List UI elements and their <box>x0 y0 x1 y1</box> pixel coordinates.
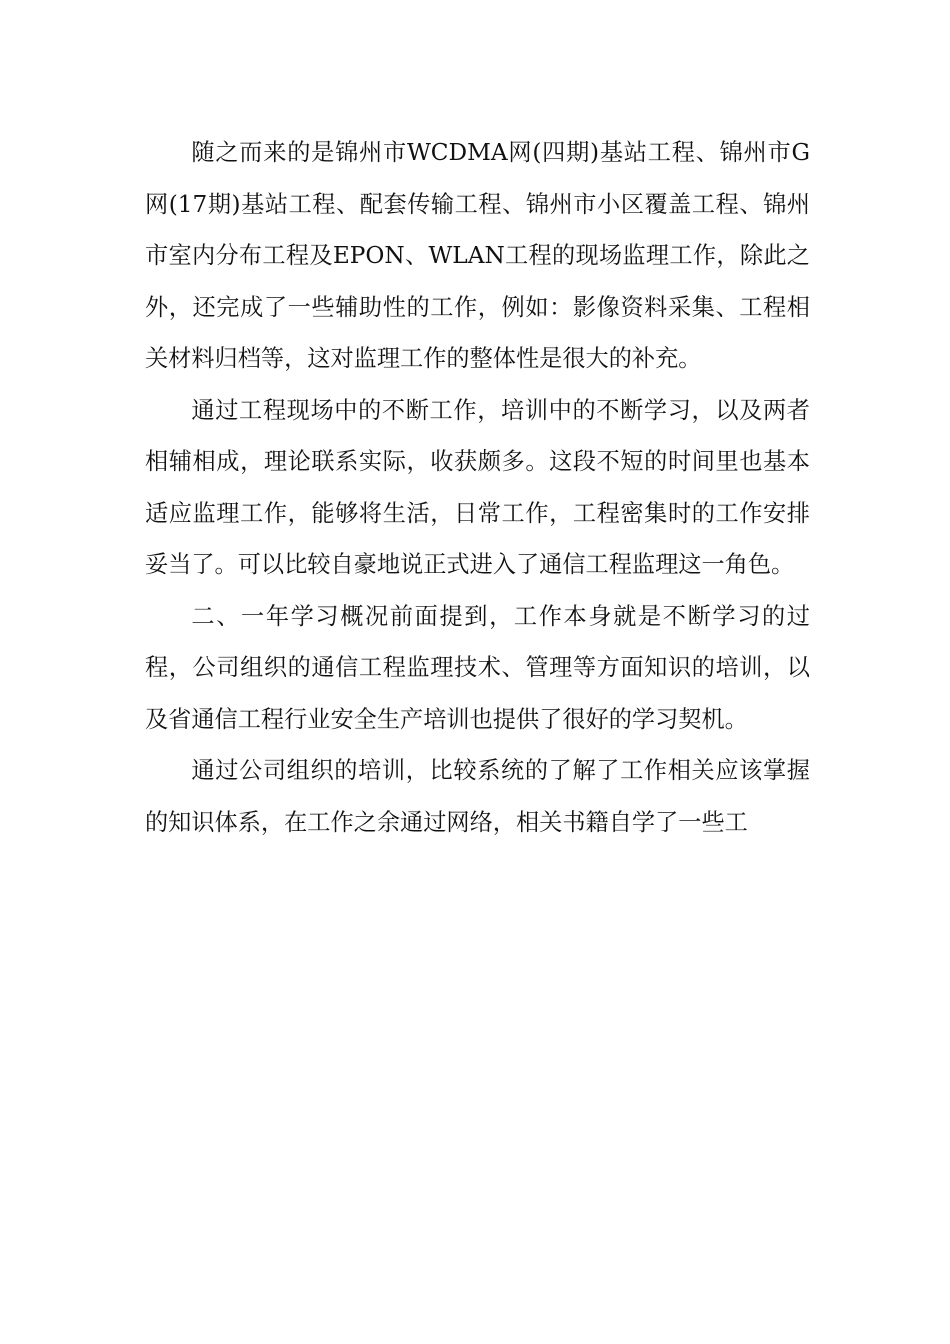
document-body <box>145 127 810 848</box>
paragraph-3: 二、一年学习概况前面提到，工作本身就是不断学习的过程，公司组织的通信工程监理技术、管理等方面知识的培训，以及省通信工程行业安全生产培训也提供了很好的学习契机。 <box>145 602 810 733</box>
paragraph-2: 通过工程现场中的不断工作，培训中的不断学习，以及两者相辅相成，理论联系实际，收获颇多。这段不短的时间里也基本适应监理工作，能够将生活，日常工作，工程密集时的工作安排妥当了。可以比较自豪地说正式进入了通信工程监理这一角色。 <box>145 396 810 578</box>
paragraph-4: 通过公司组织的培训，比较系统的了解了工作相关应该掌握的知识体系，在工作之余通过网络，相关书籍自学了一些工 <box>145 757 810 836</box>
paragraph-1: 随之而来的是锦州市WCDMA网(四期)基站工程、锦州市G网(17期)基站工程、配套传输工程、锦州市小区覆盖工程、锦州市室内分布工程及EPON、WLAN工程的现场监理工作，除此之外，还完成了一些辅助性的工作，例如：影像资料采集、工程相关材料归档等，这对监理工作的整体性是很大的补充。 <box>145 139 810 372</box>
